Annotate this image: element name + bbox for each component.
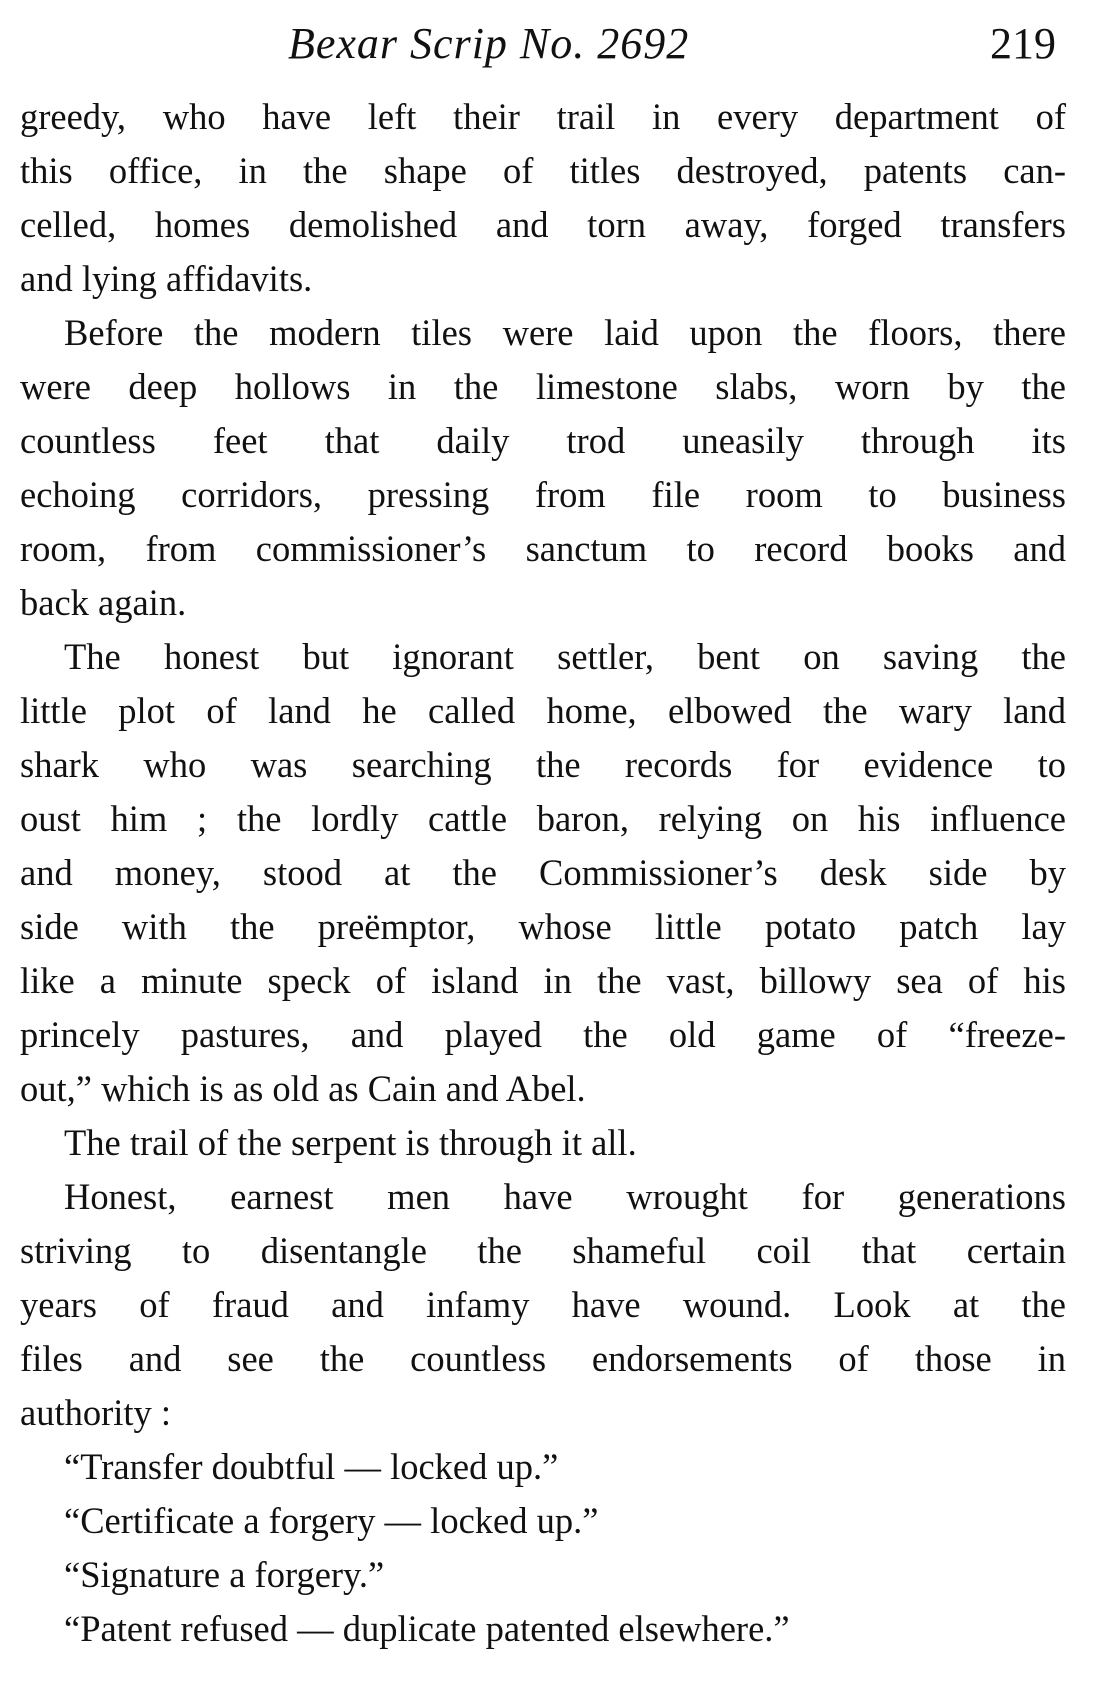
text-line: Honest, earnest men have wrought for generations: [64, 1176, 1066, 1217]
endorsement-quote: “Patent refused — duplicate patented elsewhere.”: [64, 1608, 790, 1649]
text-line: princely pastures, and played the old game of “freeze-: [20, 1014, 1066, 1055]
text-line: like a minute speck of island in the vast, billowy sea of his: [20, 960, 1066, 1001]
endorsement-quote: “Transfer doubtful — locked up.”: [64, 1446, 559, 1487]
endorsement-quote: “Certificate a forgery — locked up.”: [64, 1500, 599, 1541]
text-line: side with the preëmptor, whose little potato patch lay: [20, 906, 1066, 947]
text-line: and money, stood at the Commissioner’s desk side by: [20, 852, 1066, 893]
running-head: [20, 14, 1066, 74]
text-line: Before the modern tiles were laid upon the floors, there: [64, 312, 1066, 353]
text-line: and lying affidavits.: [20, 258, 313, 299]
text-line: greedy, who have left their trail in every department of: [20, 96, 1066, 137]
text-line: echoing corridors, pressing from file room to business: [20, 474, 1066, 515]
text-line: The honest but ignorant settler, bent on saving the: [64, 636, 1066, 677]
text-line: The trail of the serpent is through it all.: [64, 1122, 637, 1163]
book-page: [20, 0, 1066, 1689]
page-number: 219: [990, 19, 1056, 68]
text-line: back again.: [20, 582, 187, 623]
body-text: [20, 90, 1066, 1656]
text-line: little plot of land he called home, elbowed the wary land: [20, 690, 1066, 731]
text-line: this office, in the shape of titles destroyed, patents can-: [20, 150, 1066, 191]
text-line: years of fraud and infamy have wound. Look at the: [20, 1284, 1066, 1325]
text-line: countless feet that daily trod uneasily through its: [20, 420, 1066, 461]
text-line: out,” which is as old as Cain and Abel.: [20, 1068, 586, 1109]
text-line: shark who was searching the records for evidence to: [20, 744, 1066, 785]
text-line: authority :: [20, 1392, 172, 1433]
running-title: Bexar Scrip No. 2692: [288, 19, 690, 68]
text-line: striving to disentangle the shameful coil that certain: [20, 1230, 1066, 1271]
text-line: oust him ; the lordly cattle baron, relying on his influence: [20, 798, 1066, 839]
text-line: files and see the countless endorsements of those in: [20, 1338, 1066, 1379]
text-line: celled, homes demolished and torn away, forged transfers: [20, 204, 1066, 245]
text-line: were deep hollows in the limestone slabs, worn by the: [20, 366, 1066, 407]
text-line: room, from commissioner’s sanctum to record books and: [20, 528, 1066, 569]
endorsement-quote: “Signature a forgery.”: [64, 1554, 385, 1595]
